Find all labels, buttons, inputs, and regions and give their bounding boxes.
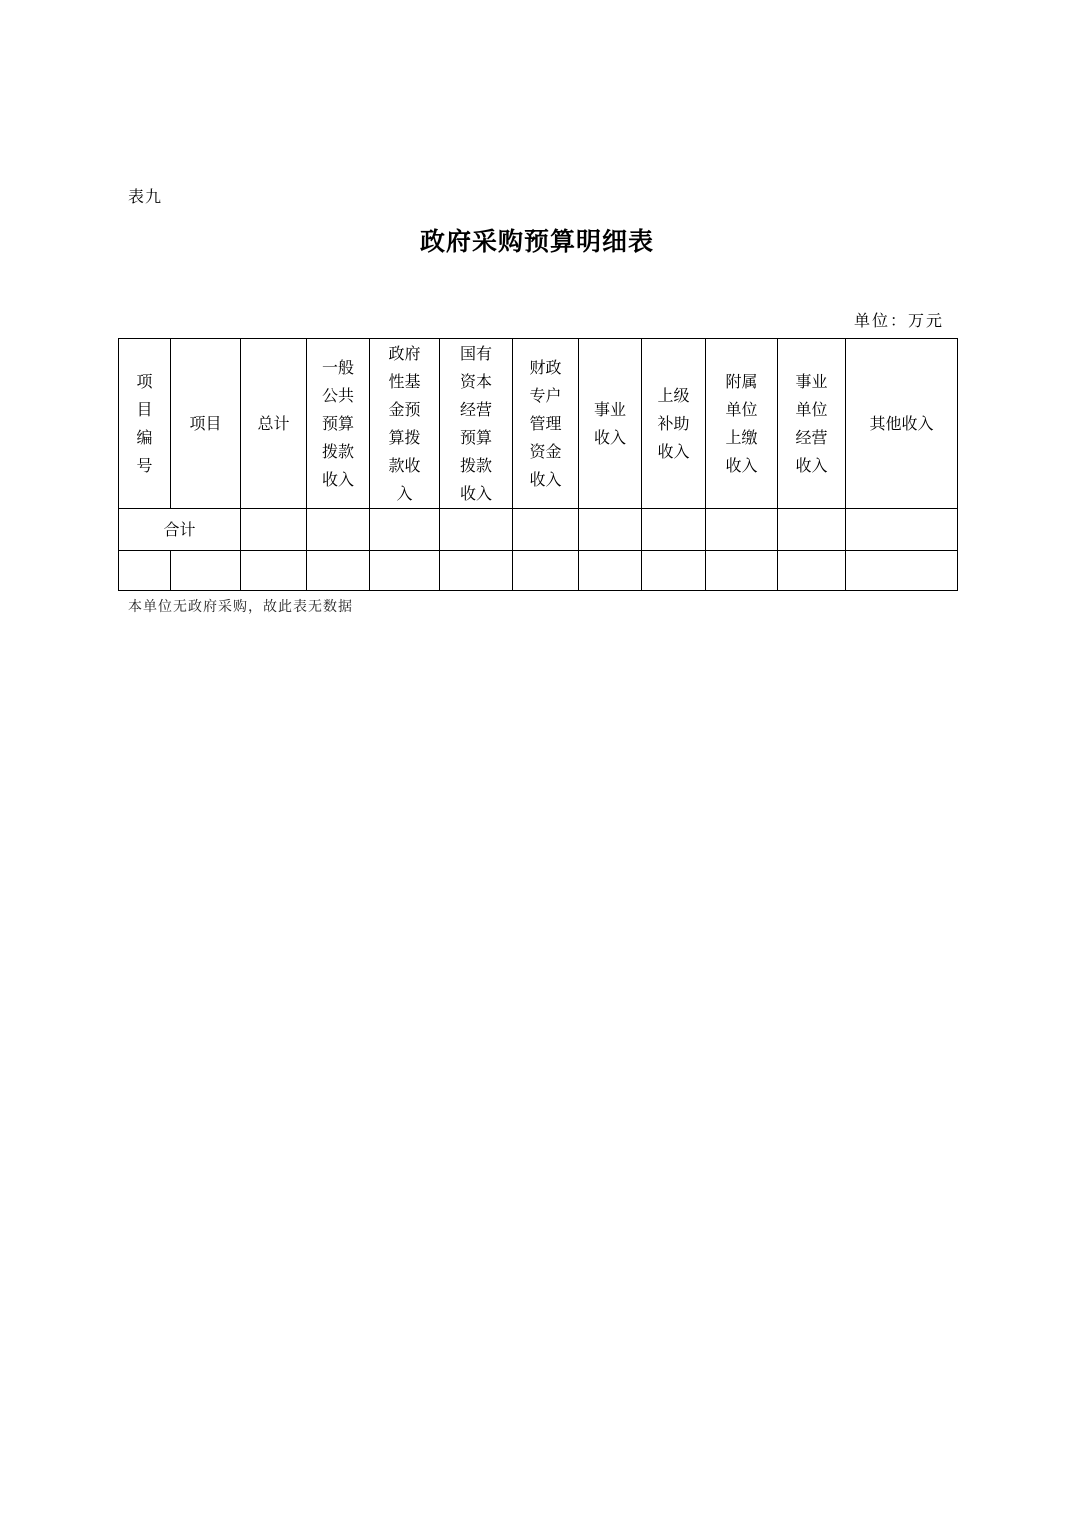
column-header-general-public-budget: 一般 公共 预算 拨款 收入 (307, 339, 370, 509)
table-cell (846, 551, 958, 591)
footnote-no-data: 本单位无政府采购，故此表无数据 (128, 599, 353, 615)
table-cell (307, 509, 370, 551)
table-cell (706, 551, 778, 591)
column-header-item-code: 项 目 编 号 (119, 339, 171, 509)
table-cell (119, 551, 171, 591)
table-row-total (119, 509, 958, 551)
table-cell (579, 509, 642, 551)
table-cell (579, 551, 642, 591)
table-cell (440, 551, 513, 591)
unit-label: 单位：万元 (853, 311, 944, 330)
table-cell (171, 551, 241, 591)
column-header-total: 总计 (241, 339, 307, 509)
column-header-superior-subsidy: 上级 补助 收入 (642, 339, 706, 509)
table-cell (706, 509, 778, 551)
table-cell (642, 509, 706, 551)
total-label-cell: 合计 (119, 509, 241, 551)
column-header-item: 项目 (171, 339, 241, 509)
table-row (119, 551, 958, 591)
table-cell (241, 551, 307, 591)
column-header-state-capital-budget: 国有 资本 经营 预算 拨款 收入 (440, 339, 513, 509)
table-cell (307, 551, 370, 591)
table-cell (778, 551, 846, 591)
table-cell (370, 551, 440, 591)
column-header-government-fund-budget: 政府 性基 金预 算拨 款收 入 (370, 339, 440, 509)
table-cell (642, 551, 706, 591)
table-number-label: 表九 (128, 187, 163, 206)
column-header-unit-operating-income: 事业 单位 经营 收入 (778, 339, 846, 509)
table-cell (513, 509, 579, 551)
table-cell (370, 509, 440, 551)
procurement-budget-table (118, 338, 958, 591)
table-cell (513, 551, 579, 591)
table-header-row (119, 339, 958, 509)
table-cell (241, 509, 307, 551)
column-header-other-income: 其他收入 (846, 339, 958, 509)
column-header-business-income: 事业 收入 (579, 339, 642, 509)
page-title: 政府采购预算明细表 (419, 227, 654, 256)
table-cell (440, 509, 513, 551)
column-header-affiliated-unit-remittance: 附属 单位 上缴 收入 (706, 339, 778, 509)
table-cell (778, 509, 846, 551)
table-cell (846, 509, 958, 551)
column-header-fiscal-special-account: 财政 专户 管理 资金 收入 (513, 339, 579, 509)
